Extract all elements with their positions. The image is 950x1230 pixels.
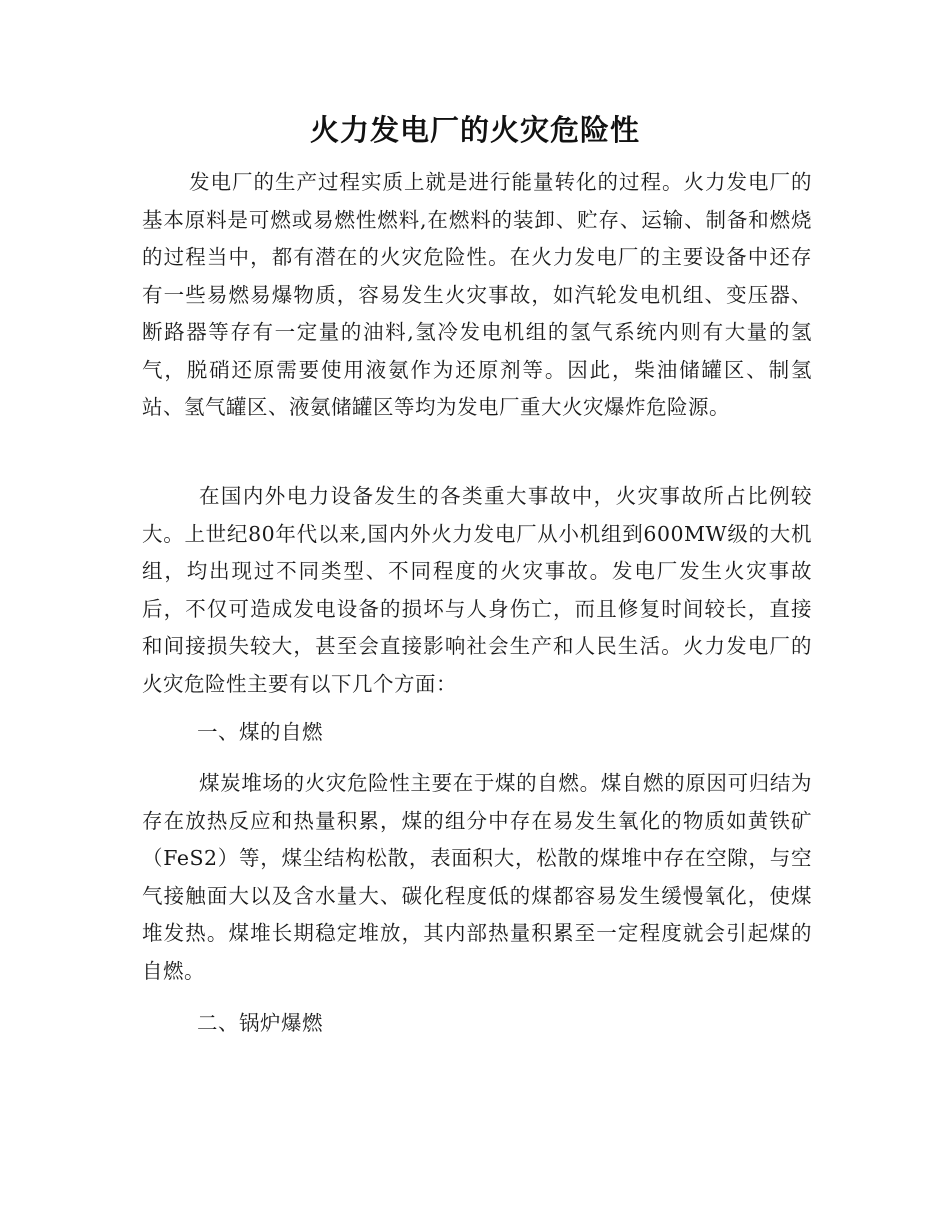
document-title: 火力发电厂的火灾危险性 xyxy=(309,113,640,147)
section-heading-coal: 一、煤的自燃 xyxy=(197,720,323,744)
section-heading-boiler: 二、锅炉爆燃 xyxy=(197,1011,323,1035)
paragraph-intro: 发电厂的生产过程实质上就是进行能量转化的过程。火力发电厂的基本原料是可燃或易燃性燃料,在燃料的装卸、贮存、运输、制备和燃烧的过程当中，都有潜在的火灾危险性。在火力发电厂的主要设备中还存有一些易燃易爆物质，容易发生火灾事故，如汽轮发电机组、变压器、断路器等存有一定量的油料,氢冷发电机组的氢气系统内则有大量的氢气，脱硝还原需要使用液氨作为还原剂等。因此，柴油储罐区、制氢站、氢气罐区、液氨储罐区等均为发电厂重大火灾爆炸危险源。 xyxy=(142,170,812,419)
paragraph-coal-combustion: 煤炭堆场的火灾危险性主要在于煤的自燃。煤自燃的原因可归结为存在放热反应和热量积累，煤的组分中存在易发生氧化的物质如黄铁矿（FeS2）等，煤尘结构松散，表面积大，松散的煤堆中存在空隙，与空气接触面大以及含水量大、碳化程度低的煤都容易发生缓慢氧化，使煤堆发热。煤堆长期稳定堆放，其内部热量积累至一定程度就会引起煤的自燃。 xyxy=(142,771,812,983)
paragraph-accidents: 在国内外电力设备发生的各类重大事故中，火灾事故所占比例较大。上世纪80年代以来,国内外火力发电厂从小机组到600MW级的大机组，均出现过不同类型、不同程度的火灾事故。发电厂发生火灾事故后，不仅可造成发电设备的损坏与人身伤亡，而且修复时间较长，直接和间接损失较大，甚至会直接影响社会生产和人民生活。火力发电厂的火灾危险性主要有以下几个方面： xyxy=(142,484,812,696)
